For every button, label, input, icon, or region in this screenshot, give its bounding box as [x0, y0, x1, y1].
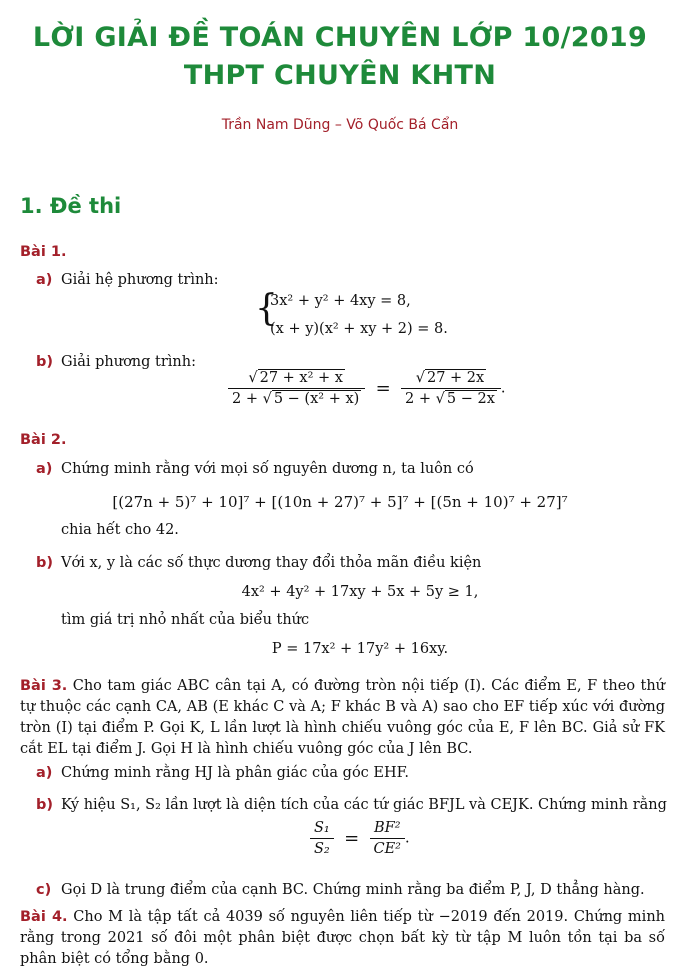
bai1-a-eq2: (x + y)(x² + xy + 2) = 8.	[270, 321, 448, 337]
bai3-a-label: a)	[36, 765, 53, 781]
bai2-a-text: Chứng minh rằng với mọi số nguyên dương n, ta luôn có	[61, 461, 474, 477]
bai1-b-lhs-num: 27 + x² + x	[259, 370, 343, 386]
bai3-intro-text: Cho tam giác ABC cân tại A, có đường tròn nội tiếp (I). Các điểm E, F theo thứ tự thuộc các cạnh CA, AB (E khác C và A; F khác B và A) sao cho EF tiếp xúc với đường tròn (I) tại điểm P. Gọi K, L lần lượt là hình chiếu vuông góc của E, F lên BC. Giả sử FK cắt EL tại điểm J. Gọi H là hình chiếu vuông góc của J lên BC.	[20, 678, 666, 757]
bai2-b-text: Với x, y là các số thực dương thay đổi thỏa mãn điều kiện	[61, 555, 482, 571]
bai3-b-rhs-den: CE²	[373, 841, 401, 857]
bai1-b-text: Giải phương trình:	[61, 354, 196, 370]
bai1-a-text: Giải hệ phương trình:	[61, 272, 219, 288]
bai3-b-text: Ký hiệu S₁, S₂ lần lượt là diện tích của các tứ giác BFJL và CEJK. Chứng minh rằng	[61, 797, 667, 813]
bai2-b-condition: 4x² + 4y² + 17xy + 5x + 5y ≥ 1,	[241, 584, 479, 600]
bai4-paragraph	[20, 907, 665, 970]
bai1-b-rhs-den-sqrt: 5 − 2x	[446, 391, 495, 407]
bai2-label: Bài 2.	[20, 432, 67, 448]
bai1-b-rhs-num: 27 + 2x	[426, 370, 485, 386]
bai4-label: Bài 4.	[20, 909, 68, 925]
bai1-a-label: a)	[36, 272, 53, 288]
bai4-text: Cho M là tập tất cả 4039 số nguyên liên tiếp từ −2019 đến 2019. Chứng minh rằng trong 2021 số đôi một phân biệt được chọn bất kỳ từ tập M luôn tồn tại ba số phân biệt có tổng bằng 0.	[20, 909, 665, 967]
bai3-b-ratio: $\frac{\text{S₁}}{\text{S₂}}$ = $\frac{\text{BF²}}{\text{CE²}}$ .	[310, 820, 410, 857]
bai2-a-label: a)	[36, 461, 53, 477]
bai1-b-lhs-den-a: 2 +	[232, 391, 263, 407]
bai3-a-text: Chứng minh rằng HJ là phân giác của góc EHF.	[61, 765, 410, 781]
bai3-c-text: Gọi D là trung điểm của cạnh BC. Chứng minh rằng ba điểm P, J, D thẳng hàng.	[61, 882, 645, 898]
bai3-b-label: b)	[36, 797, 54, 813]
authors: Trần Nam Dũng – Võ Quốc Bá Cẩn	[221, 117, 459, 133]
bai2-b-label: b)	[36, 555, 54, 571]
section-title: 1. Đề thi	[20, 194, 122, 218]
bai2-b-expression: P = 17x² + 17y² + 16xy.	[271, 641, 449, 657]
bai2-a-tail: chia hết cho 42.	[61, 522, 179, 538]
bai1-b-lhs-den-sqrt: 5 − (x² + x)	[273, 391, 360, 407]
bai2-a-expression: [(27n + 5)⁷ + 10]⁷ + [(10n + 27)⁷ + 5]⁷ + [(5n + 10)⁷ + 27]⁷	[112, 493, 568, 511]
bai1-b-label: b)	[36, 354, 54, 370]
bai3-b-lhs-den: S₂	[314, 841, 330, 857]
bai1-b-rhs-den-a: 2 +	[405, 391, 436, 407]
bai1-a-eq1: 3x² + y² + 4xy = 8,	[270, 293, 411, 309]
bai3-label: Bài 3.	[20, 678, 68, 694]
document-title-line2: THPT CHUYÊN KHTN	[183, 60, 497, 91]
bai1-label: Bài 1.	[20, 244, 67, 260]
bai2-b-text2: tìm giá trị nhỏ nhất của biểu thức	[61, 612, 310, 628]
bai1-b-equation: $\frac{\text{√ 27 + x² + x}}{\text{2 + √ 5 − (x² + x)}}$ = $\frac{√ 27 + 2x}{2 + √ 5 - 2x}$ .	[228, 370, 506, 407]
bai3-c-label: c)	[36, 882, 52, 898]
document-title-line1: LỜI GIẢI ĐỀ TOÁN CHUYÊN LỚP 10/2019	[32, 22, 648, 53]
bai3-intro	[20, 676, 665, 760]
bai3-b-lhs-num: S₁	[310, 820, 334, 839]
bai3-b-rhs-num: BF²	[370, 820, 406, 839]
system-brace: {	[255, 288, 278, 329]
